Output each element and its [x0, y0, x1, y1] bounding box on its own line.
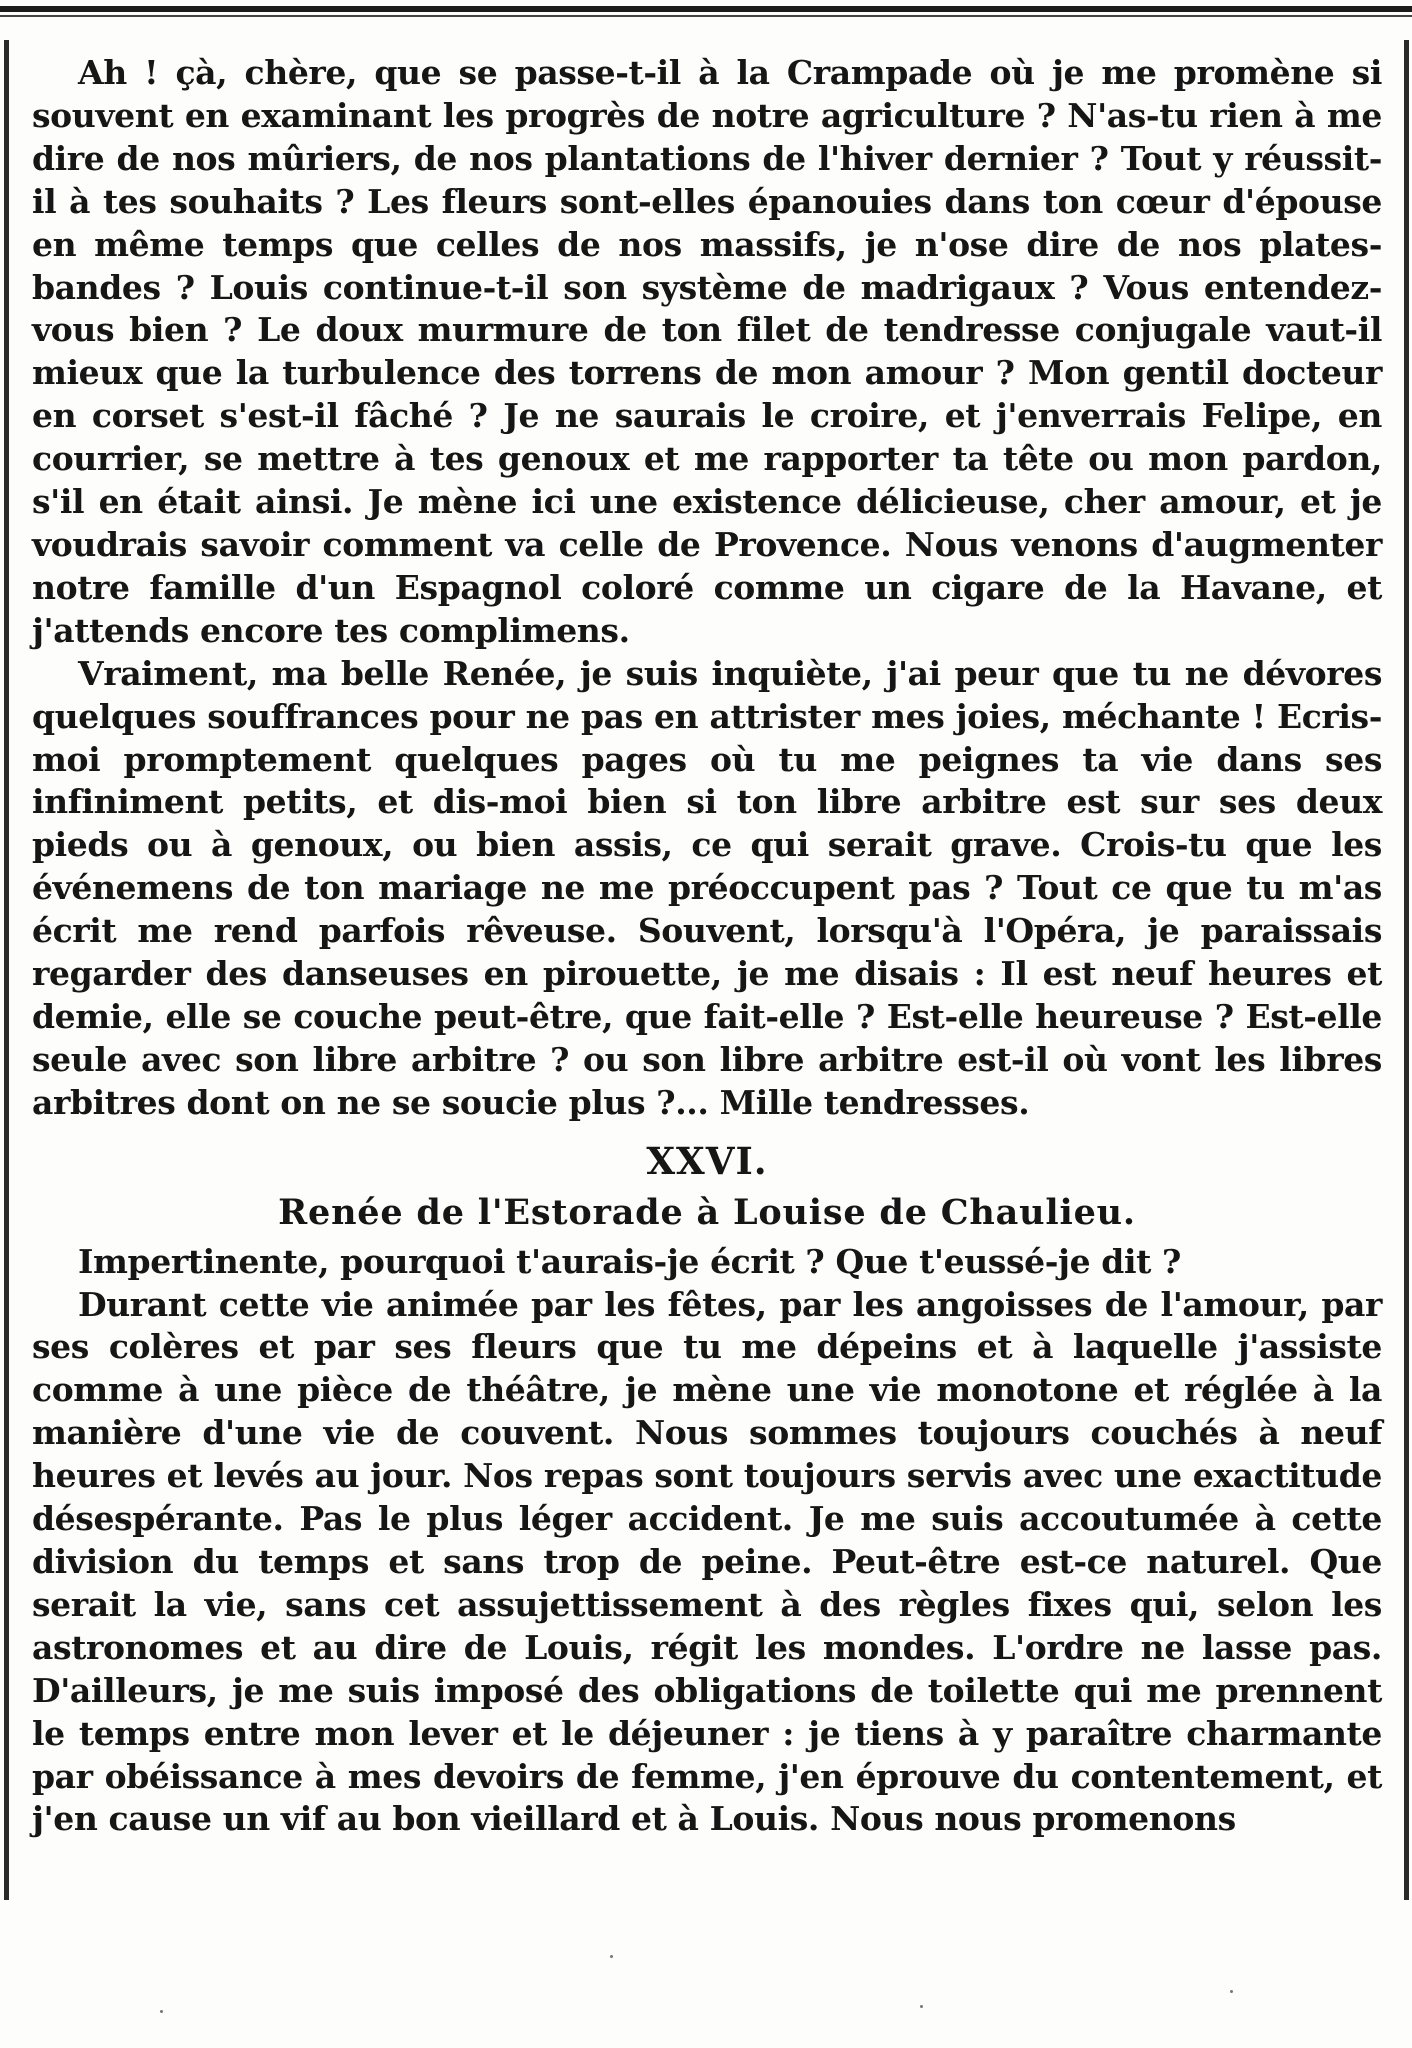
right-column-rule: [1404, 40, 1409, 1900]
chapter-number: XXVI.: [646, 1138, 768, 1183]
top-border-rule: [0, 6, 1412, 12]
print-speck: [1230, 1990, 1233, 1993]
print-speck: [610, 1955, 613, 1958]
left-column-rule: [4, 40, 9, 1900]
paragraph-letter-opening: Ah ! çà, chère, que se passe-t-il à la Crampade où je me promène si souvent en examinant les progrès de notre agriculture ? N'as-tu rien à me dire de nos mûriers, de nos plantations de l'hiver dernier ? Tout y réussit-il à tes souhaits ? Les fleurs sont-elles épanouies dans ton cœur d'épouse en même temps que celles de nos massifs, je n'ose dire de nos plates-bandes ? Louis continue-t-il son système de madrigaux ? Vous entendez-vous bien ? Le doux murmure de ton filet de tendresse conjugale vaut-il mieux que la turbulence des torrens de mon amour ? Mon gentil docteur en corset s'est-il fâché ? Je ne saurais le croire, et j'enverrais Felipe, en courrier, se mettre à tes genoux et me rapporter ta tête ou mon pardon, s'il en était ainsi. Je mène ici une existence délicieuse, cher amour, et je voudrais savoir comment va celle de Provence. Nous venons d'augmenter notre famille d'un Espagnol coloré comme un cigare de la Havane, et j'attends encore tes complimens.: [32, 53, 1382, 650]
print-speck: [160, 2010, 163, 2013]
paragraph-reply-body: Durant cette vie animée par les fêtes, par les angoisses de l'amour, par ses colères et par ses fleurs que tu me dépeins et à laquelle j'assiste comme à une pièce de théâtre, je mène une vie monotone et réglée à la manière d'une vie de couvent. Nous sommes toujours couchés à neuf heures et levés au jour. Nos repas sont toujours servis avec une exactitude désespérante. Pas le plus léger accident. Je me suis accoutumée à cette division du temps et sans trop de peine. Peut-être est-ce naturel. Que serait la vie, sans cet assujettissement à des règles fixes qui, selon les astronomes et au dire de Louis, régit les mondes. L'ordre ne lasse pas. D'ailleurs, je me suis imposé des obligations de toilette qui me prennent le temps entre mon lever et le déjeuner : je tiens à y paraître charmante par obéissance à mes devoirs de femme, j'en éprouve du contentement, et j'en cause un vif au bon vieillard et à Louis. Nous nous promenons: [32, 1284, 1382, 1839]
text-column: [32, 52, 1382, 1841]
top-border-thin-rule: [0, 15, 1412, 17]
print-speck: [920, 2005, 923, 2008]
chapter-title: Renée de l'Estorade à Louise de Chaulieu.: [278, 1191, 1136, 1233]
paragraph-reply-opening: Impertinente, pourquoi t'aurais-je écrit ? Que t'eussé-je dit ?: [78, 1241, 1181, 1281]
paragraph-letter-closing: Vraiment, ma belle Renée, je suis inquiète, j'ai peur que tu ne dévores quelques souffrances pour ne pas en attrister mes joies, méchante ! Ecris-moi promptement quelques pages où tu me peignes ta vie dans ses infiniment petits, et dis-moi bien si ton libre arbitre est sur ses deux pieds ou à genoux, ou bien assis, ce qui serait grave. Crois-tu que les événemens de ton mariage ne me préoccupent pas ? Tout ce que tu m'as écrit me rend parfois rêveuse. Souvent, lorsqu'à l'Opéra, je paraissais regarder des danseuses en pirouette, je me disais : Il est neuf heures et demie, elle se couche peut-être, que fait-elle ? Est-elle heureuse ? Est-elle seule avec son libre arbitre ? ou son libre arbitre est-il où vont les libres arbitres dont on ne se soucie plus ?... Mille tendresses.: [32, 653, 1382, 1122]
